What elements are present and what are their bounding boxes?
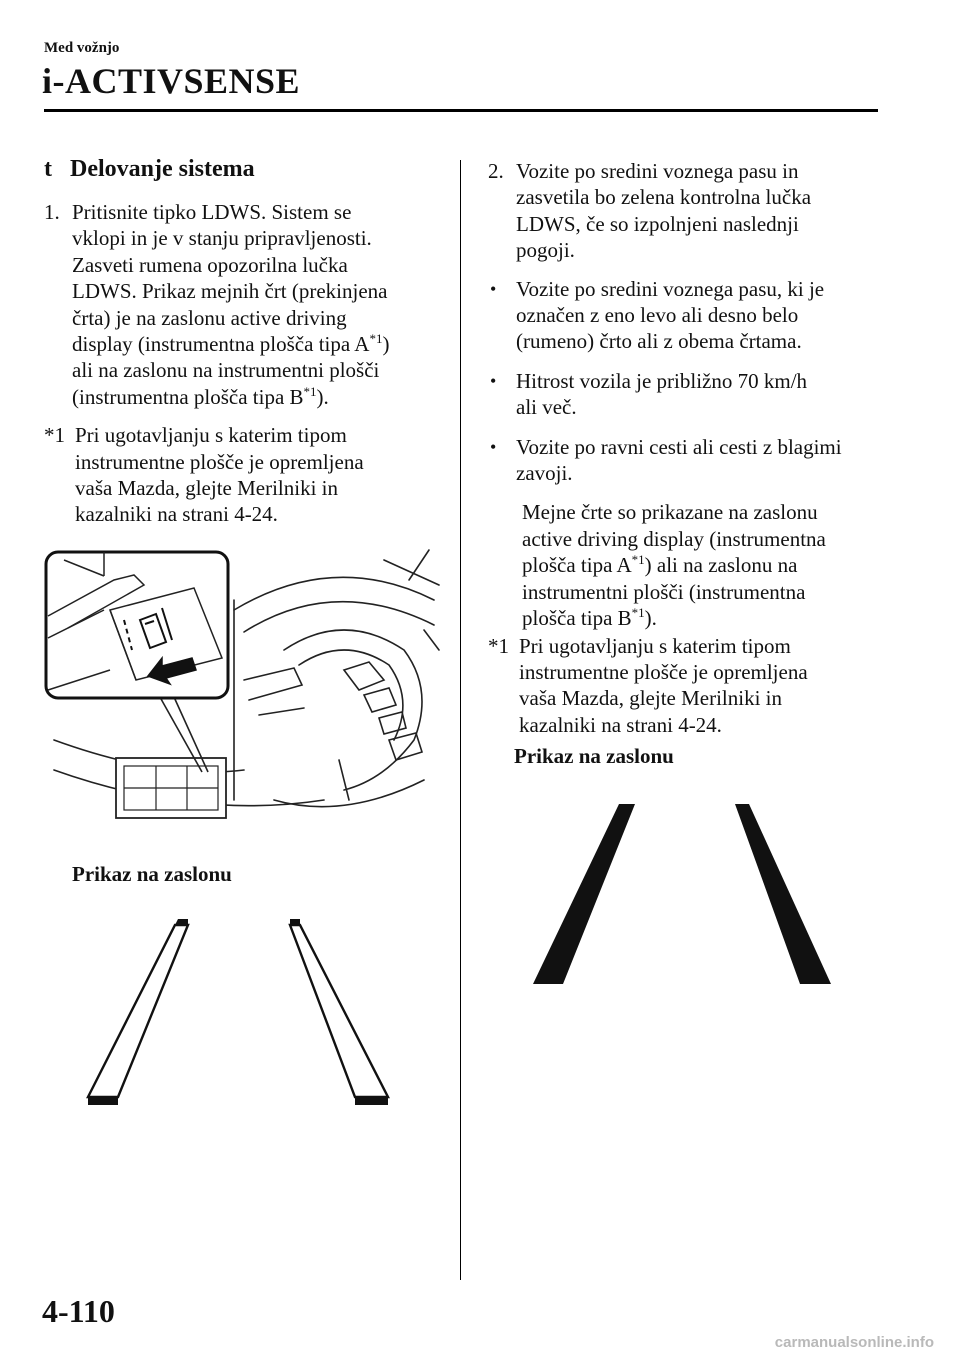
- display-caption-right: Prikaz na zaslonu: [514, 744, 674, 768]
- step-number: 1.: [44, 200, 60, 224]
- text-span: (instrumentna plošča tipa B: [72, 384, 304, 409]
- text-line: označen z eno levo ali desno belo: [516, 303, 799, 328]
- column-divider: [460, 160, 461, 1280]
- text-line: vklopi in je v stanju pripravljenosti.: [72, 226, 372, 251]
- text-line: Pri ugotavljanju s katerim tipom: [75, 423, 347, 448]
- section-label: Med vožnjo: [44, 40, 120, 56]
- text-line: kazalniki na strani 4-24.: [75, 502, 278, 527]
- text-line: [522, 552, 888, 578]
- text-line: Vozite po sredini voznega pasu in: [516, 159, 799, 183]
- text-line: [72, 331, 444, 357]
- text-line: Vozite po sredini voznega pasu, ki je: [516, 276, 825, 301]
- text-line: [72, 384, 444, 410]
- condition-bullet: [488, 434, 888, 487]
- bullet-mark: •: [490, 370, 497, 391]
- page-number: 4-110: [42, 1293, 115, 1329]
- text-line: Pri ugotavljanju s katerim tipom: [519, 633, 791, 658]
- text-span: plošča tipa A: [522, 553, 632, 578]
- lane-lines-active-display: [525, 800, 845, 990]
- text-line: vaša Mazda, glejte Merilniki in: [519, 686, 783, 711]
- text-line: instrumentne plošče je opremljena: [519, 659, 808, 684]
- text-line: Mejne črte so prikazane na zaslonu: [522, 500, 818, 525]
- bullet-mark: •: [490, 278, 497, 299]
- footnote: [44, 422, 444, 528]
- text-line: instrumentni plošči (instrumentna: [522, 579, 806, 604]
- text-span: plošča tipa B: [522, 606, 632, 631]
- text-line: zavoji.: [516, 461, 573, 486]
- text-line: vaša Mazda, glejte Merilniki in: [75, 476, 339, 501]
- text-line: Hitrost vozila je približno 70 km/h: [516, 368, 808, 393]
- display-note: [488, 499, 888, 631]
- footnote-ref: *1: [631, 552, 645, 568]
- ldws-switch-illustration: [44, 540, 440, 838]
- footnote: [488, 633, 888, 739]
- text-line: Zasveti rumena opozorilna lučka: [72, 252, 348, 277]
- left-column: [44, 199, 444, 528]
- text-span: display (instrumentna plošča tipa A: [72, 332, 370, 357]
- text-line: ali več.: [516, 395, 577, 420]
- text-line: ali na zaslonu na instrumentni plošči: [72, 358, 380, 383]
- text-line: Vozite po ravni cesti ali cesti z blagimi: [516, 434, 842, 459]
- footnote-mark: *1: [488, 633, 509, 658]
- text-line: instrumentne plošče je opremljena: [75, 449, 364, 474]
- text-line: črta) je na zaslonu active driving: [72, 305, 347, 330]
- text-line: pogoji.: [516, 238, 575, 263]
- display-caption-left: Prikaz na zaslonu: [72, 862, 232, 886]
- text-span: ).: [644, 606, 657, 631]
- footnote-ref: *1: [631, 605, 645, 621]
- text-line: LDWS, če so izpolnjeni naslednji: [516, 211, 799, 236]
- text-span: ): [382, 332, 390, 357]
- text-line: (rumeno) črto ali z obema črtama.: [516, 329, 802, 354]
- step-number: 2.: [488, 159, 504, 183]
- footnote-mark: *1: [44, 423, 65, 448]
- right-column: [488, 158, 888, 738]
- header-rule: [44, 109, 878, 112]
- condition-bullet: [488, 368, 888, 421]
- footnote-ref: *1: [369, 331, 383, 347]
- text-line: Pritisnite tipko LDWS. Sistem se: [72, 200, 352, 224]
- text-line: zasvetila bo zelena kontrolna lučka: [516, 185, 812, 210]
- heading-text: Delovanje sistema: [70, 156, 255, 182]
- chapter-title: i-ACTIVSENSE: [42, 61, 301, 101]
- text-line: kazalniki na strani 4-24.: [519, 712, 722, 737]
- condition-bullet: [488, 276, 888, 355]
- step-2: [488, 158, 888, 264]
- text-line: [522, 605, 888, 631]
- text-span: ).: [316, 384, 329, 409]
- section-heading: [44, 156, 255, 183]
- footnote-ref: *1: [303, 383, 317, 399]
- heading-marker: t: [44, 156, 52, 182]
- bullet-mark: •: [490, 436, 497, 457]
- watermark: carmanualsonline.info: [774, 1334, 934, 1351]
- step-1: [44, 199, 444, 410]
- text-span: ) ali na zaslonu na: [644, 553, 798, 578]
- text-line: LDWS. Prikaz mejnih črt (prekinjena: [72, 279, 388, 304]
- text-line: active driving display (instrumentna: [522, 526, 826, 551]
- lane-lines-standby-display: [80, 915, 400, 1110]
